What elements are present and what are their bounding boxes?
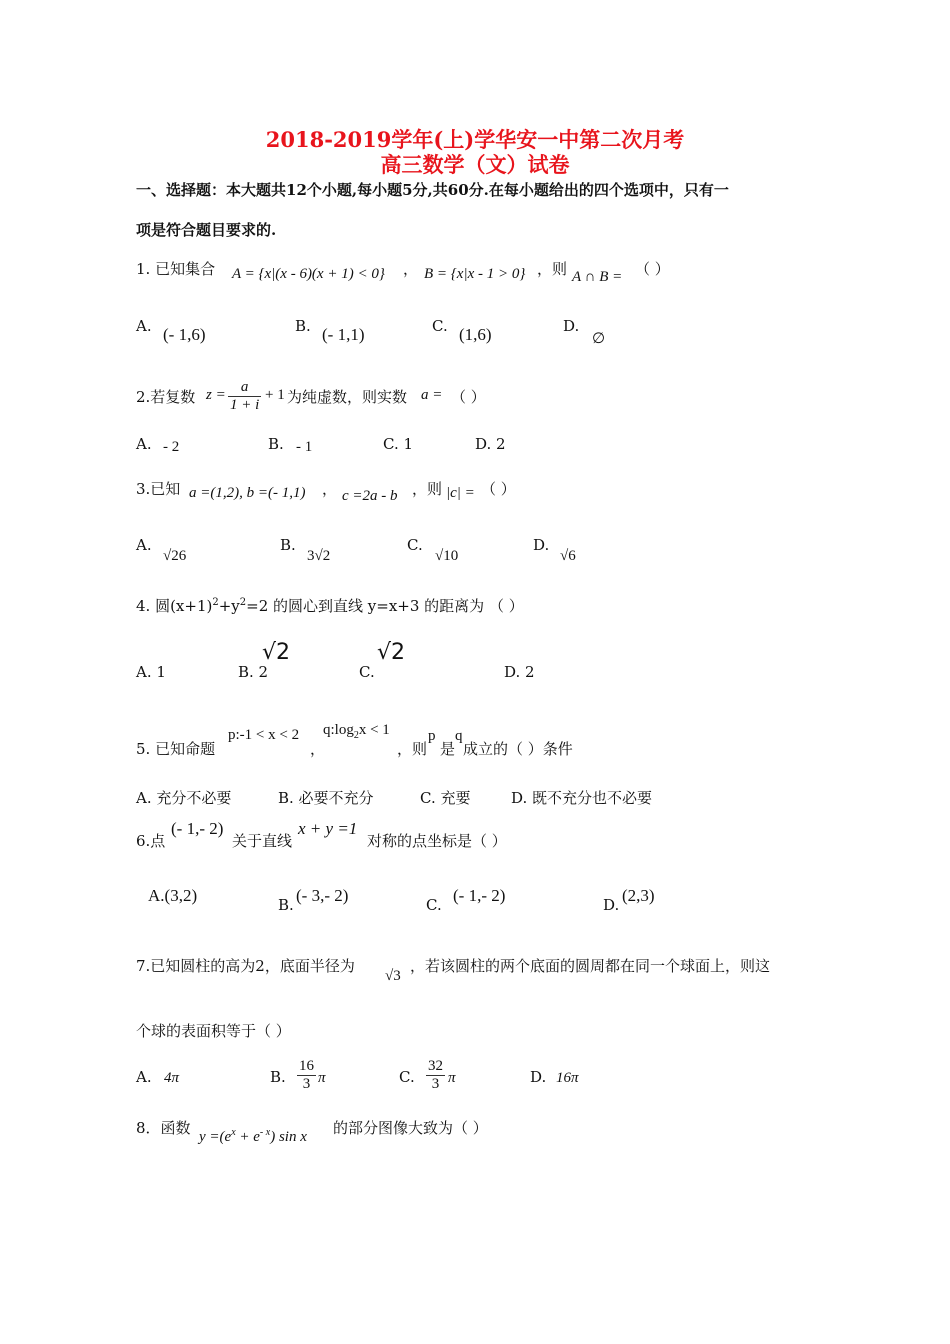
q7-option-d-label: D. [530,1068,547,1086]
q3-comma: ， [322,480,338,498]
q4-text: 4. 圆$(x+1)^2+y^2=2$ 的圆心到直线 y=x+3 的距离为 （ ） [136,597,524,615]
q6-option-d: (2,3) [622,886,655,905]
q1-set-a: A = {x|(x - 6)(x + 1) < 0} [232,266,385,282]
q4-option-c-math: √2 [377,640,406,665]
q7-option-b-label: B. [270,1068,286,1086]
q5-option-d: D. 既不充分也不必要 [511,789,653,807]
q5-q2: q [455,728,463,744]
q7-lead: 7.已知圆柱的高为2，底面半径为 [136,957,355,975]
q1-option-b: (- 1,1) [322,325,365,344]
q1-option-d: ∅ [592,331,606,347]
q7-option-c-numerator: 32 [428,1058,443,1074]
q5-rest: 成立的（ ）条件 [463,740,573,758]
q7-option-b-numerator: 16 [299,1058,314,1074]
q3-option-c-label: C. [407,536,423,554]
q7-line2: 个球的表面积等于（ ） [136,1022,291,1040]
q4-option-b: B. 2 [238,663,269,681]
q6-option-a: A.(3,2) [148,886,198,905]
q3-abs-c: |c| = [446,485,475,501]
q3-option-d-label: D. [533,536,550,554]
q4-option-a: A. 1 [136,663,166,681]
q5-p: p:-1 < x < 2 [228,727,300,743]
q3-lead: 3.已知 [136,480,181,498]
exam-title-line2: 高三数学（文）试卷 [380,152,570,177]
q7-radius: √3 [385,968,401,984]
q1-option-d-label: D. [563,317,580,335]
q5-p2: p [428,728,436,744]
q6-option-c-label: C. [426,896,442,914]
q1-option-c-label: C. [432,317,448,335]
q1-comma: ， [403,260,419,278]
q8-lead: 8．函数 [136,1119,191,1137]
q7-option-c-label: C. [399,1068,415,1086]
q3-option-b: 3√2 [307,548,331,564]
q2-option-c: C. 1 [383,435,414,453]
q2-option-d: D. 2 [475,435,506,453]
q4-option-c: C. [359,663,375,681]
q2-plus-one: + 1 [265,387,285,403]
q7-option-a: 4π [164,1070,180,1086]
q2-fraction-denominator: 1 + i [230,397,260,413]
q1-then: ，则 [537,260,568,278]
q3-paren: （ ） [481,480,516,498]
q7-option-b-denominator: 3 [302,1076,311,1092]
q5-option-a: A. 充分不必要 [136,789,232,807]
q3-vectors: a =(1,2), b =(- 1,1) [189,485,306,501]
q7-rest: ，若该圆柱的两个底面的圆周都在同一个球面上，则这 [410,957,771,975]
q3-then: ，则 [412,480,443,498]
q7-option-c-denominator: 3 [431,1076,440,1092]
q6-option-d-label: D. [603,896,620,914]
q6-mid: 关于直线 [232,832,293,850]
q3-option-d: √6 [560,548,576,564]
q2-option-a-label: A. [136,435,152,453]
q5-option-c: C. 充要 [420,789,471,807]
q3-c-def: c =2a - b [342,488,398,504]
q3-option-c: √10 [435,548,459,564]
q5-then: ，则 [397,740,428,758]
q6-line: x + y =1 [298,819,358,838]
q1-paren: （ ） [635,260,670,278]
q6-point: (- 1,- 2) [171,819,224,838]
q6-option-c: (- 1,- 2) [453,886,506,905]
q2-option-b: - 1 [296,439,313,455]
q4-option-d: D. 2 [504,663,535,681]
q5-option-b: B. 必要不充分 [278,789,374,807]
q7-option-c-fraction [426,1058,445,1093]
q1-option-b-label: B. [295,317,311,335]
q5-q: $q:\log_2x < 1$ [323,722,390,741]
q2-lead: 2.若复数 [136,388,196,406]
q3-option-b-label: B. [280,536,296,554]
q7-option-a-label: A. [136,1068,152,1086]
q3-option-a-label: A. [136,536,152,554]
q2-z: z = [206,387,226,403]
q1-option-c: (1,6) [459,325,492,344]
q8-rest: 的部分图像大致为（ ） [333,1119,488,1137]
q7-option-b-pi: π [318,1070,326,1086]
q4-option-b-math: √2 [262,640,291,665]
q2-fraction [228,379,261,414]
q1-option-a-label: A. [136,317,152,335]
q5-comma: ， [310,740,326,758]
q7-option-d: 16π [556,1070,579,1086]
q1-expr: A ∩ B = [572,269,623,285]
q2-paren: （ ） [451,388,486,406]
q8-function: $y =(e^x + e^{- x})$ sin x [199,1127,307,1145]
q3-option-a: √26 [163,548,187,564]
q2-option-b-label: B. [268,435,284,453]
q2-fraction-numerator: a [228,379,261,397]
section-heading-line1: 一、选择题：本大题共12个小题,每小题5分,共60分.在每小题给出的四个选项中，只有一 [136,181,729,199]
q6-option-b: (- 3,- 2) [296,886,349,905]
q1-option-a: (- 1,6) [163,325,206,344]
exam-title-line1: 2018-2019学年(上)学华安一中第二次月考 [265,127,685,152]
q5-shi: 是 [440,740,456,758]
q1-lead: 1. 已知集合 [136,260,216,278]
q6-lead: 6.点 [136,832,166,850]
q2-option-a: - 2 [163,439,180,455]
q2-text: 为纯虚数，则实数 [287,388,408,406]
q1-set-b: B = {x|x - 1 > 0} [424,266,526,282]
q7-option-c-pi: π [448,1070,456,1086]
q2-a: a = [421,387,443,403]
q5-lead: 5. 已知命题 [136,740,216,758]
q6-option-b-label: B. [278,896,294,914]
q7-option-b-fraction [297,1058,316,1093]
section-heading-line2: 项是符合题目要求的. [136,221,277,239]
q6-rest: 对称的点坐标是（ ） [367,832,507,850]
